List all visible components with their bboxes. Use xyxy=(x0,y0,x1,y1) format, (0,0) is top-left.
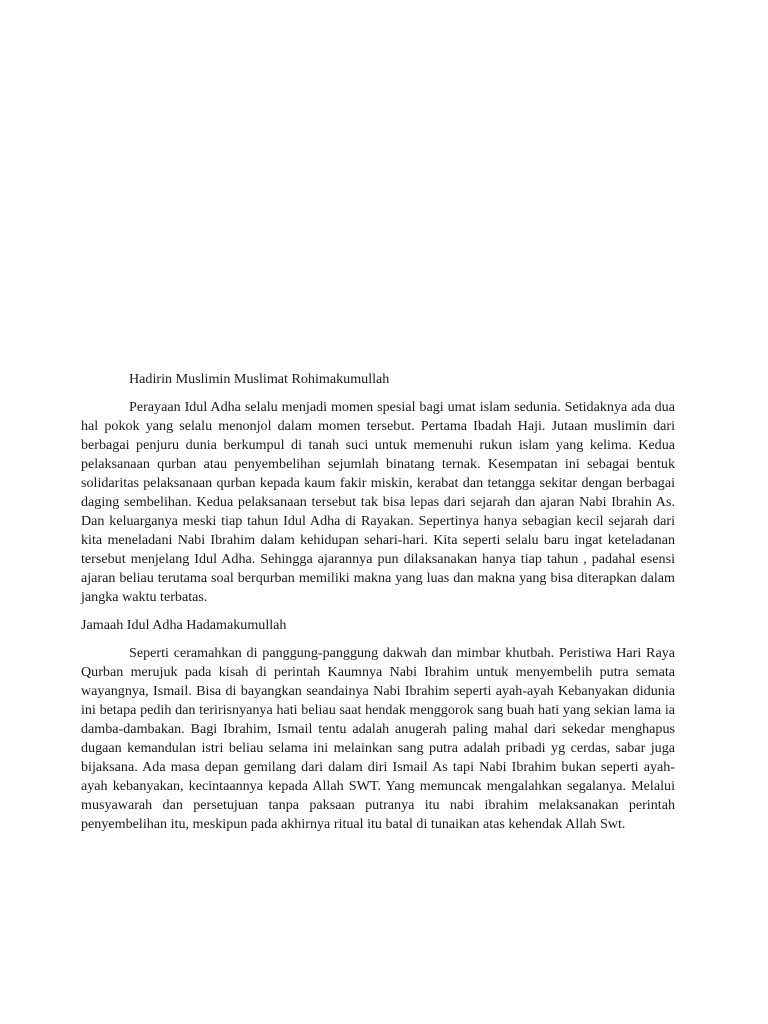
paragraph-2: Seperti ceramahkan di panggung-panggung dakwah dan mimbar khutbah. Peristiwa Hari Raya Qurban merujuk pada kisah di perintah Kaumnya Nabi Ibrahim untuk menyembelih putra semata wayangnya, Ismail. Bisa di bayangkan seandainya Nabi Ibrahim seperti ayah-ayah Kebanyakan didunia ini betapa pedih dan teririsnyanya hati beliau saat hendak menggorok sang buah hati yang sekian lama ia damba-dambakan. Bagi Ibrahim, Ismail tentu adalah anugerah paling mahal dari sekedar menghapus dugaan kemandulan istri beliau selama ini melainkan sang putra adalah pribadi yg cerdas, sabar juga bijaksana. Ada masa depan gemilang dari dalam diri Ismail As tapi Nabi Ibrahim bukan seperti ayah-ayah kebanyakan, kecintaannya kepada Allah SWT. Yang memuncak mengalahkan segalanya. Melalui musyawarah dan persetujuan tanpa paksaan putranya itu nabi ibrahim melaksanakan perintah penyembelihan itu, meskipun pada akhirnya ritual itu batal di tunaikan atas kehendak Allah Swt. xyxy=(81,645,675,832)
paragraph-1: Perayaan Idul Adha selalu menjadi momen spesial bagi umat islam sedunia. Setidaknya ada dua hal pokok yang selalu menonjol dalam momen tersebut. Pertama Ibadah Haji. Jutaan muslimin dari berbagai penjuru dunia berkumpul di tanah suci untuk memenuhi rukun islam yang kelima. Kedua pelaksanaan qurban atau penyembelihan sejumlah binatang ternak. Kesempatan ini sebagai bentuk solidaritas pelaksanaan qurban kepada kaum fakir miskin, kerabat dan tetangga sekitar dengan berbagai daging sembelihan. Kedua pelaksanaan tersebut tak bisa lepas dari sejarah dan ajaran Nabi Ibrahin As. Dan keluarganya meski tiap tahun Idul Adha di Rayakan. Sepertinya hanya sebagian kecil sejarah dari kita meneladani Nabi Ibrahim dalam kehidupan sehari-hari. Kita seperti selalu baru ingat keteladanan tersebut menjelang Idul Adha. Sehingga ajarannya pun dilaksanakan hanya tiap tahun , padahal esensi ajaran beliau terutama soal berqurban memiliki makna yang luas dan makna yang bisa diterapkan dalam jangka waktu terbatas. xyxy=(81,399,675,605)
greeting-heading-1: Hadirin Muslimin Muslimat Rohimakumullah xyxy=(129,371,390,387)
document-body xyxy=(81,370,675,834)
greeting-heading-2: Jamaah Idul Adha Hadamakumullah xyxy=(81,617,287,633)
